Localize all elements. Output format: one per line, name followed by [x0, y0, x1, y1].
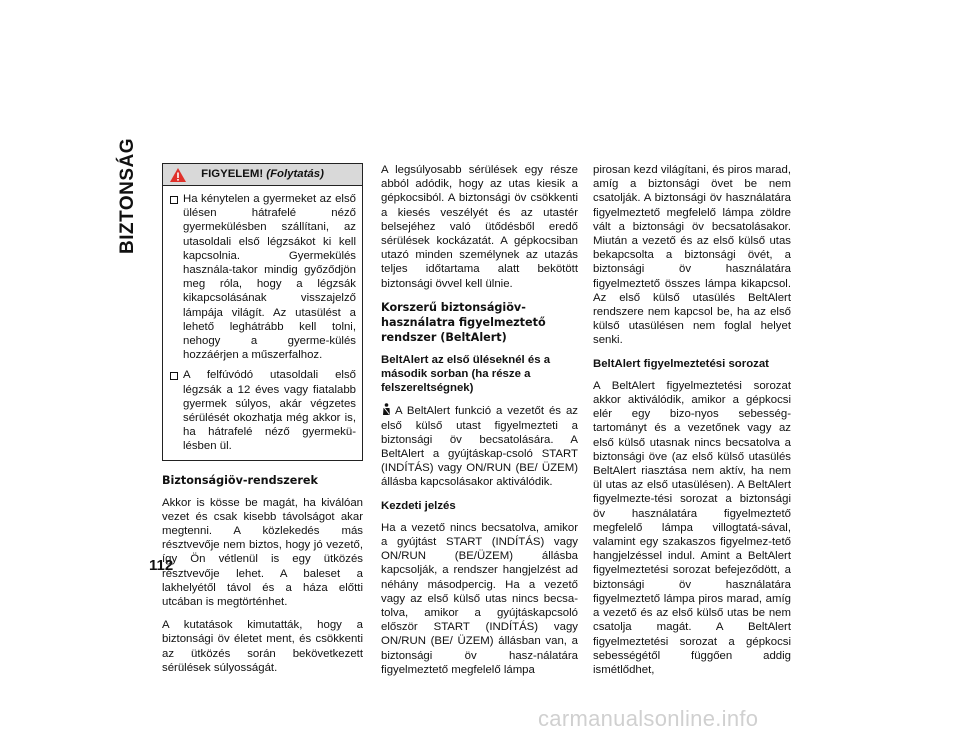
subheading-beltalert-seats: BeltAlert az első üléseknél és a második sorban (ha része a felszereltségnek) [381, 353, 551, 395]
heading-beltalert: Korszerű biztonságiöv-használatra figyelmeztető rendszer (BeltAlert) [381, 300, 546, 344]
paragraph: A BeltAlert figyelmeztetési sorozat akkor aktiválódik, amikor a gépkocsi elér egy bizo-nyos sebesség-tartományt és a vezetőnek vagy az első külső utasnak nincs becsatolva a biztonsági öve (az első külső utasülés BeltAlert riasztása nem aktív, ha nem ül utas az első utasülésen). A BeltAlert figyelmezte-tési sorozat a biztonsági öv használatára figyelmeztető megfelelő lámpa villogtatá-sával, valamint egy szakaszos figyelmez-tető hangjelzéssel indul. Amint a BeltAlert figyelmeztetési sorozat befejeződött, a biztonsági öv használatára figyelmeztető lámpa piros marad, amíg a vezető és az első külső utas be nem csatolja magát. A BeltAlert figyelmeztetési sorozat a gépkocsi sebességétől függően addig ismétlődhet, [593, 379, 791, 676]
paragraph: Ha a vezető nincs becsatolva, amikor a gyújtást START (INDÍTÁS) vagy ON/RUN (BE/ÜZEM) állásba kapcsolják, a rendszer hangjelzést ad néhány másodpercig. Ha a vezető vagy az első külső utas nincs becsa-tolva, amikor a gyújtáskapcsoló először START (INDÍTÁS) vagy ON/RUN (BE/ ÜZEM) állásban van, a biztonsági öv hasz-nálatára figyelmeztető megfelelő lámpa [381, 521, 578, 676]
warning-title: FIGYELEM! [201, 168, 264, 180]
column-2 [381, 163, 578, 686]
warning-item: A felfúvódó utasoldali első légzsák a 12 éves vagy fiatalabb gyermek súlyos, akár végzetes sérülését okozhatja még akkor is, ha hátrafelé néző gyermekü-lésben ül. [169, 368, 356, 453]
warning-item: Ha kénytelen a gyermeket az első ülésen hátrafelé néző gyermekülésben szállítani, az utasoldali első légzsákot ki kell kapcsolnia. Gyermekülés használa-takor mindig győződjön meg róla, hogy a légzsák kikapcsolásának visszajelző lámpája világít. Az utasülést a lehető leghátrább kell tolni, nehogy a gyerme-külés hozzáérjen a műszerfalhoz. [169, 192, 356, 362]
warning-header [163, 164, 362, 186]
warning-list [163, 186, 362, 460]
paragraph: Akkor is kösse be magát, ha kiválóan vezet és csak kisebb távolságot akar megtenni. A közlekedés más résztvevője nem biztos, hogy jó vezető, így Ön vétlenül is egy ütközés résztvevője lehet. A baleset a lakhelyétől távol és a háza előtti utcában is megtörténhet. [162, 496, 363, 609]
checkbox-bullet-icon [170, 196, 178, 204]
paragraph: pirosan kezd világítani, és piros marad, amíg a biztonsági övet be nem csatolják. A biztonsági öv használatára figyelmeztető megfelelő lámpa zöldre vált a biztonsági öv becsatolásakor. Miután a vezető és az első külső utas bekapcsolta a biztonsági övét, a biztonsági öv használatára figyelmeztető összes lámpa kikapcsol. Az első külső utasülés BeltAlert rendszere nem kapcsol be, ha az első külső utasülésen nem foglal helyet senki. [593, 164, 791, 347]
heading-initial-signal: Kezdeti jelzés [381, 499, 456, 512]
watermark-text: carmanualsonline.info [538, 706, 759, 731]
page-number: 112 [149, 557, 174, 574]
paragraph: A BeltAlert funkció a vezetőt és az első külső utast figyelmezteti a biztonsági öv becsatolására. A BeltAlert a gyújtáskap-csoló START (INDÍTÁS) vagy ON/RUN (BE/ ÜZEM) állásba kapcsolásakor aktiválódik. [381, 405, 578, 489]
heading-warning-sequence: BeltAlert figyelmeztetési sorozat [593, 357, 769, 370]
warning-triangle-icon [169, 167, 187, 183]
warning-title-continued: (Folytatás) [266, 168, 324, 180]
checkbox-bullet-icon [170, 372, 178, 380]
paragraph: A legsúlyosabb sérülések egy része abból adódik, hogy az utas kiesik a gépkocsiból. A biztonsági öv csökkenti a kiesés veszélyét és az utastér belsejéhez való ütődésből eredő sérülések kockázatát. A gépkocsiban utazó minden személynek az utazás teljes időtartama alatt bekötött biztonsági övvel kell ülnie. [381, 164, 578, 290]
section-side-title: BIZTONSÁG [117, 137, 138, 255]
seatbelt-icon [381, 403, 392, 416]
column-3 [593, 163, 791, 686]
column-1 [162, 163, 363, 684]
heading-seatbelt-systems: Biztonságiöv-rendszerek [162, 473, 318, 487]
paragraph: A kutatások kimutatták, hogy a biztonsági öv életet ment, és csökkenti az ütközés során bekövetkezett sérülések súlyosságát. [162, 619, 363, 674]
warning-box [162, 163, 363, 461]
